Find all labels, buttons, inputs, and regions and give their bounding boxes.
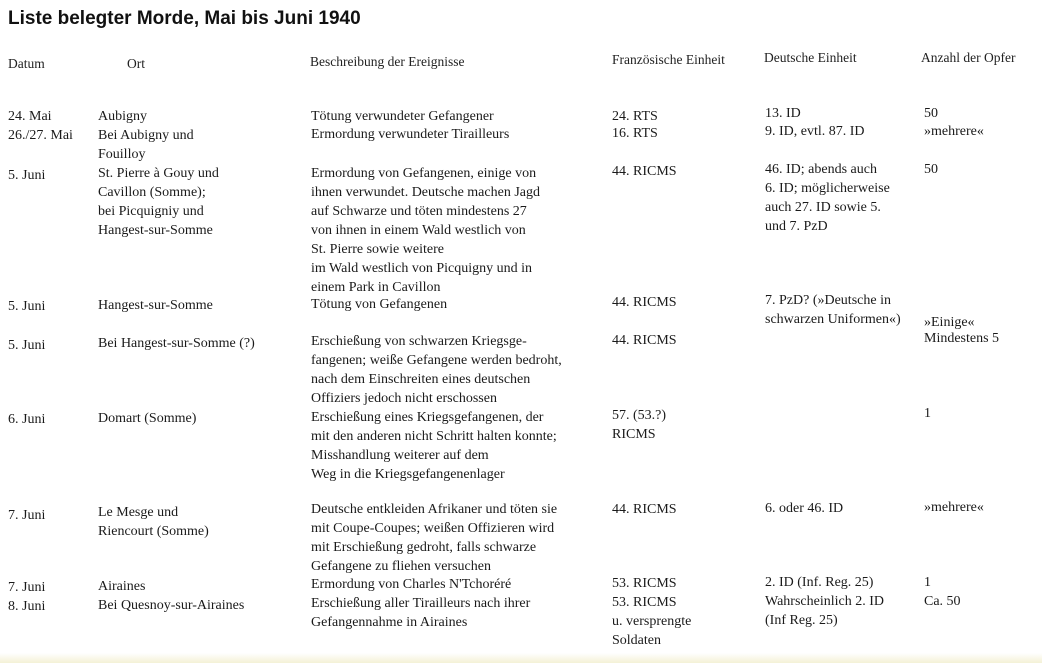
cell-beschreibung: mit den anderen nicht Schritt halten konnte; bbox=[311, 429, 557, 444]
cell-franz: 24. RTS bbox=[612, 109, 658, 124]
cell-deutsch: 46. ID; abends auch bbox=[765, 162, 877, 177]
cell-franz: 57. (53.?) bbox=[612, 408, 667, 423]
cell-ort: Bei Quesnoy-sur-Airaines bbox=[98, 598, 245, 613]
cell-deutsch: 6. oder 46. ID bbox=[765, 501, 844, 516]
cell-opfer: »Einige« bbox=[924, 315, 975, 330]
cell-datum: 5. Juni bbox=[8, 299, 46, 314]
cell-datum: 8. Juni bbox=[8, 599, 46, 614]
cell-ort: Bei Hangest-sur-Somme (?) bbox=[98, 336, 255, 351]
cell-beschreibung: mit Erschießung gedroht, falls schwarze bbox=[311, 540, 537, 555]
cell-beschreibung: ihnen verwundet. Deutsche machen Jagd bbox=[311, 185, 540, 200]
cell-ort: Riencourt (Somme) bbox=[98, 524, 209, 539]
cell-beschreibung: Tötung verwundeter Gefangener bbox=[311, 109, 494, 124]
cell-beschreibung: Erschießung von schwarzen Kriegsge- bbox=[311, 334, 527, 349]
cell-beschreibung: auf Schwarze und töten mindestens 27 bbox=[311, 204, 527, 219]
cell-beschreibung: Misshandlung weiterer auf dem bbox=[311, 448, 489, 463]
cell-ort: Fouilloy bbox=[98, 147, 146, 162]
cell-beschreibung: Erschießung eines Kriegsgefangenen, der bbox=[311, 410, 544, 425]
cell-opfer: »mehrere« bbox=[924, 124, 984, 139]
cell-franz: 44. RICMS bbox=[612, 295, 677, 310]
cell-datum: 5. Juni bbox=[8, 338, 46, 353]
cell-beschreibung: Tötung von Gefangenen bbox=[311, 297, 448, 312]
cell-ort: Bei Aubigny und bbox=[98, 128, 194, 143]
cell-deutsch: 13. ID bbox=[765, 106, 801, 121]
cell-opfer: 1 bbox=[924, 406, 931, 421]
cell-beschreibung: Weg in die Kriegsgefangenenlager bbox=[311, 467, 505, 482]
cell-ort: St. Pierre à Gouy und bbox=[98, 166, 219, 181]
cell-datum: 7. Juni bbox=[8, 580, 46, 595]
cell-beschreibung: von ihnen in einem Wald westlich von bbox=[311, 223, 526, 238]
cell-deutsch: (Inf Reg. 25) bbox=[765, 613, 838, 628]
cell-beschreibung: Offiziers jedoch nicht erschossen bbox=[311, 391, 497, 406]
cell-datum: 5. Juni bbox=[8, 168, 46, 183]
cell-franz: 53. RICMS bbox=[612, 576, 677, 591]
cell-franz: Soldaten bbox=[612, 633, 661, 648]
cell-ort: Aubigny bbox=[98, 109, 147, 124]
cell-ort: Hangest-sur-Somme bbox=[98, 223, 213, 238]
cell-ort: Airaines bbox=[98, 579, 146, 594]
cell-beschreibung: Ermordung verwundeter Tirailleurs bbox=[311, 127, 510, 142]
cell-beschreibung: im Wald westlich von Picquigny und in bbox=[311, 261, 533, 276]
cell-opfer: Ca. 50 bbox=[924, 594, 961, 609]
cell-ort: Le Mesge und bbox=[98, 505, 179, 520]
cell-deutsch: Wahrscheinlich 2. ID bbox=[765, 594, 884, 609]
header-beschreibung: Beschreibung der Ereignisse bbox=[310, 54, 465, 69]
cell-beschreibung: mit Coupe-Coupes; weißen Offizieren wird bbox=[311, 521, 555, 536]
cell-beschreibung: Gefangene zu fliehen versuchen bbox=[311, 559, 491, 574]
cell-opfer: Mindestens 5 bbox=[924, 331, 1000, 346]
cell-deutsch: 6. ID; möglicherweise bbox=[765, 181, 890, 196]
cell-opfer: 1 bbox=[924, 575, 931, 590]
cell-deutsch: 9. ID, evtl. 87. ID bbox=[765, 124, 865, 139]
cell-opfer: »mehrere« bbox=[924, 500, 984, 515]
cell-franz: 44. RICMS bbox=[612, 164, 677, 179]
cell-deutsch: 2. ID (Inf. Reg. 25) bbox=[765, 575, 874, 590]
cell-franz: 44. RICMS bbox=[612, 333, 677, 348]
cell-deutsch: auch 27. ID sowie 5. bbox=[765, 200, 881, 215]
cell-datum: 24. Mai bbox=[8, 109, 52, 124]
cell-ort: bei Picquigniy und bbox=[98, 204, 204, 219]
cell-deutsch: 7. PzD? (»Deutsche in bbox=[765, 293, 891, 308]
cell-datum: 26./27. Mai bbox=[8, 128, 73, 143]
cell-datum: 6. Juni bbox=[8, 412, 46, 427]
cell-franz: 53. RICMS bbox=[612, 595, 677, 610]
header-datum: Datum bbox=[8, 56, 45, 71]
header-anzahl-opfer: Anzahl der Opfer bbox=[921, 50, 1016, 65]
cell-beschreibung: Erschießung aller Tirailleurs nach ihrer bbox=[311, 596, 531, 611]
cell-beschreibung: Deutsche entkleiden Afrikaner und töten sie bbox=[311, 502, 558, 517]
cell-deutsch: und 7. PzD bbox=[765, 219, 828, 234]
header-franzoesische-einheit: Französische Einheit bbox=[612, 52, 725, 67]
cell-franz: u. versprengte bbox=[612, 614, 692, 629]
cell-beschreibung: Gefangennahme in Airaines bbox=[311, 615, 468, 630]
page-edge bbox=[0, 653, 1042, 663]
cell-beschreibung: St. Pierre sowie weitere bbox=[311, 242, 444, 257]
cell-opfer: 50 bbox=[924, 106, 938, 121]
cell-beschreibung: nach dem Einschreiten eines deutschen bbox=[311, 372, 531, 387]
cell-franz: 16. RTS bbox=[612, 126, 658, 141]
cell-ort: Hangest-sur-Somme bbox=[98, 298, 213, 313]
cell-beschreibung: einem Park in Cavillon bbox=[311, 280, 441, 295]
cell-deutsch: schwarzen Uniformen«) bbox=[765, 312, 901, 327]
cell-opfer: 50 bbox=[924, 162, 938, 177]
header-ort: Ort bbox=[127, 56, 145, 71]
cell-ort: Cavillon (Somme); bbox=[98, 185, 206, 200]
cell-franz: RICMS bbox=[612, 427, 656, 442]
cell-beschreibung: Ermordung von Gefangenen, einige von bbox=[311, 166, 537, 181]
header-deutsche-einheit: Deutsche Einheit bbox=[764, 50, 857, 65]
cell-datum: 7. Juni bbox=[8, 508, 46, 523]
cell-ort: Domart (Somme) bbox=[98, 411, 197, 426]
cell-franz: 44. RICMS bbox=[612, 502, 677, 517]
page-title: Liste belegter Morde, Mai bis Juni 1940 bbox=[8, 8, 361, 29]
cell-beschreibung: fangenen; weiße Gefangene werden bedroht, bbox=[311, 353, 562, 368]
cell-beschreibung: Ermordung von Charles N'Tchoréré bbox=[311, 577, 512, 592]
